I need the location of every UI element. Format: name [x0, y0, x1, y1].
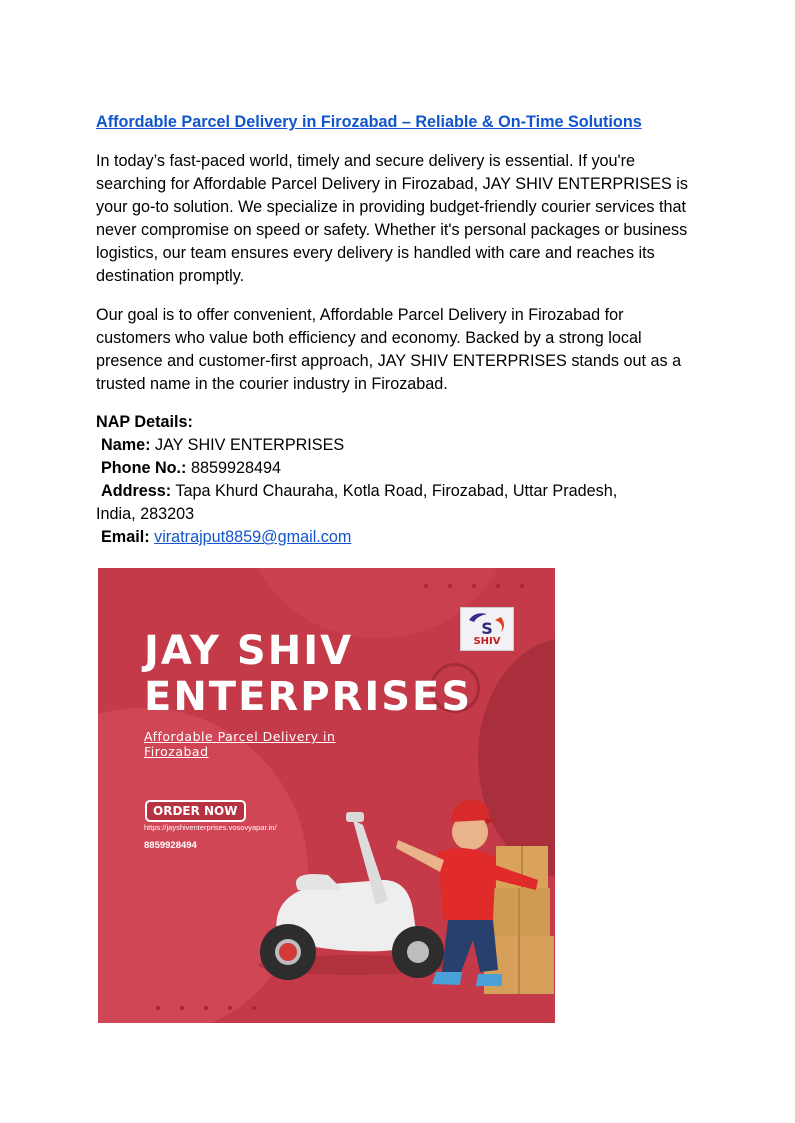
- goal-paragraph: Our goal is to offer convenient, Affordable Parcel Delivery in Firozabad for customers who value both efficiency and economy. Backed by a strong local presence and customer-first approach, JAY SHIV ENTERPRISES stands out as a trusted name in the courier industry in Firozabad.: [96, 306, 682, 393]
- name-value: JAY SHIV ENTERPRISES: [154, 436, 345, 454]
- promo-banner: [98, 568, 555, 1023]
- phone-value: 8859928494: [190, 459, 281, 477]
- address-line1: Tapa Khurd Chauraha, Kotla Road, Firozabad, Uttar Pradesh,: [175, 482, 618, 500]
- page-title[interactable]: Affordable Parcel Delivery in Firozabad – Reliable & On-Time Solutions: [96, 113, 642, 131]
- nap-details: [96, 411, 696, 549]
- svg-text:S: S: [481, 619, 493, 638]
- address-line2: India, 283203: [96, 505, 195, 523]
- banner-title-line2: ENTERPRISES: [144, 674, 473, 720]
- name-label: Name:: [101, 436, 151, 454]
- address-label: Address:: [101, 482, 172, 500]
- nap-heading: NAP Details:: [96, 413, 193, 431]
- email-link[interactable]: viratrajput8859@gmail.com: [154, 528, 352, 546]
- order-now-button[interactable]: ORDER NOW: [145, 800, 246, 822]
- intro-paragraph: In today’s fast-paced world, timely and secure delivery is essential. If you're searching for Affordable Parcel Delivery in Firozabad, JAY SHIV ENTERPRISES is your go-to solution. We specialize in providing budget-friendly courier services that never compromise on speed or safety. Whether it's personal packages or business logistics, our team ensures every delivery is handled with care and reaches its destination promptly.: [96, 152, 688, 285]
- company-logo: [460, 607, 514, 651]
- banner-url: https://jayshiventerprises.vosovyapar.in/: [144, 823, 277, 832]
- banner-title-line1: JAY SHIV: [144, 628, 354, 674]
- banner-subtitle: Affordable Parcel Delivery in Firozabad: [144, 729, 336, 759]
- phone-label: Phone No.:: [101, 459, 187, 477]
- banner-phone: 8859928494: [144, 840, 197, 851]
- svg-text:SHIV: SHIV: [473, 636, 501, 647]
- delivery-scooter-illustration: [248, 780, 555, 1023]
- email-label: Email:: [101, 528, 150, 546]
